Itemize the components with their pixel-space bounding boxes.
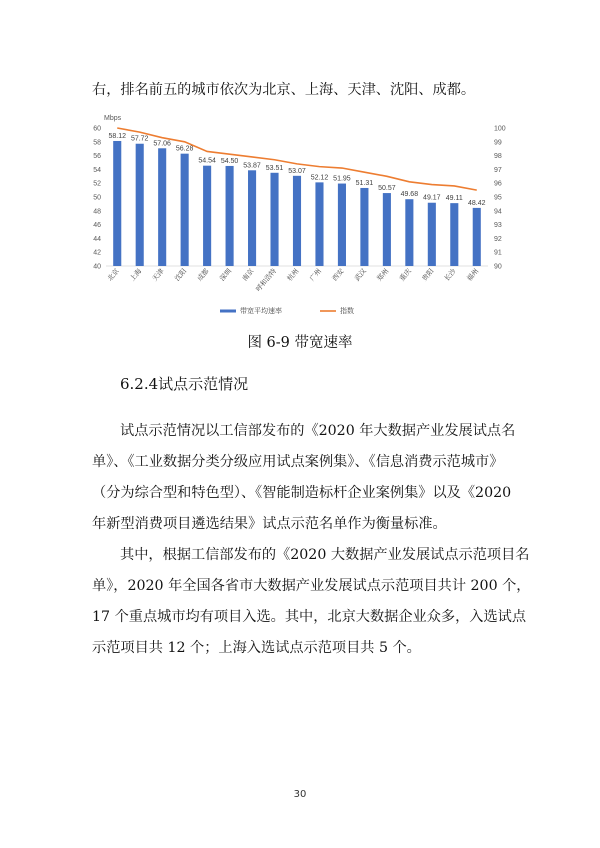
- bar-value-label: 52.12: [310, 174, 329, 182]
- y-left-tick-label: 54: [93, 166, 101, 174]
- y-left-tick-label: 44: [93, 235, 101, 243]
- y-left-tick-label: 42: [93, 249, 101, 257]
- y-left-tick-label: 56: [93, 153, 101, 161]
- y-right-tick-label: 96: [494, 180, 502, 188]
- bar-value-label: 49.17: [423, 194, 441, 202]
- y-left-tick-label: 58: [93, 139, 101, 147]
- bar-value-label: 49.11: [445, 195, 463, 203]
- category-label: 郑州: [375, 267, 391, 283]
- bar: [405, 199, 413, 266]
- bar: [360, 188, 368, 266]
- bar: [473, 208, 481, 266]
- category-label: 贵阳: [420, 267, 436, 283]
- paragraph2-line: 单》，2020 年全国各省市大数据产业发展试点示范项目共计 200 个，: [92, 578, 531, 594]
- paragraph1-line: （分为综合型和特色型）、《智能制造标杆企业案例集》以及《2020: [92, 485, 512, 501]
- y-right-tick-label: 95: [494, 194, 502, 202]
- y-left-tick-label: 52: [93, 180, 101, 188]
- legend-label-bandwidth: 带宽平均速率: [240, 307, 282, 315]
- y-right-tick-label: 94: [494, 208, 502, 216]
- bar-value-label: 57.06: [153, 140, 171, 148]
- y-left-tick-label: 40: [93, 263, 101, 271]
- bar: [113, 141, 121, 266]
- category-label: 西安: [330, 267, 346, 283]
- bar-value-label: 53.07: [288, 167, 306, 175]
- figure-caption: 图 6-9 带宽速率: [247, 335, 353, 351]
- category-label: 武汉: [353, 267, 368, 283]
- bar-value-label: 53.87: [243, 162, 261, 170]
- y-left-tick-label: 48: [93, 208, 101, 216]
- y-left-tick-label: 46: [93, 222, 101, 230]
- bandwidth-chart: [80, 108, 520, 320]
- paragraph1-line: 试点示范情况以工信部发布的《2020 年大数据产业发展试点名: [120, 423, 516, 439]
- bar-value-label: 50.57: [378, 185, 396, 193]
- y-right-tick-label: 98: [494, 153, 502, 161]
- category-label: 重庆: [398, 267, 413, 283]
- bar-value-label: 58.12: [108, 132, 127, 140]
- legend-swatch-bandwidth: [220, 310, 236, 313]
- paragraph1-line: 单》、《工业数据分类分级应用试点案例集》、《信息消费示范城市》: [92, 454, 504, 470]
- bar: [428, 203, 436, 266]
- y-right-tick-label: 91: [494, 249, 502, 257]
- bar: [270, 173, 278, 266]
- y-right-tick-label: 99: [494, 139, 502, 147]
- category-label: 南京: [240, 267, 256, 283]
- paragraph2-line: 示范项目共 12 个；上海入选试点示范项目共 5 个。: [92, 640, 421, 656]
- category-label: 杭州: [285, 267, 301, 283]
- bar-value-label: 57.72: [130, 135, 149, 143]
- bar: [450, 203, 458, 266]
- bar: [158, 148, 166, 266]
- y-right-tick-label: 92: [494, 235, 502, 243]
- section-heading: 6.2.4试点示范情况: [120, 375, 249, 393]
- y-right-tick-label: 90: [494, 263, 502, 271]
- category-label: 福州: [465, 267, 481, 283]
- bar-value-label: 49.68: [400, 191, 419, 199]
- y-left-tick-label: 60: [93, 125, 101, 133]
- bar: [248, 170, 256, 266]
- y-axis-unit-label: Mbps: [104, 115, 122, 122]
- bar-value-label: 53.51: [265, 164, 284, 172]
- category-label: 沈阳: [173, 267, 189, 283]
- bar: [383, 193, 391, 266]
- legend-label-index: 指数: [340, 307, 354, 315]
- page-number: 30: [293, 789, 307, 800]
- bar-value-label: 54.54: [198, 157, 216, 165]
- bar-value-label: 54.50: [220, 157, 239, 165]
- y-right-tick-label: 97: [494, 166, 502, 174]
- bar-value-label: 51.95: [333, 175, 351, 183]
- y-right-tick-label: 100: [494, 125, 506, 133]
- bar: [293, 176, 301, 266]
- category-label: 上海: [128, 267, 144, 283]
- category-label: 北京: [105, 267, 121, 283]
- paragraph2-line: 其中，根据工信部发布的《2020 大数据产业发展试点示范项目名: [120, 547, 530, 563]
- bar-value-label: 56.28: [175, 145, 194, 153]
- y-left-tick-label: 50: [93, 194, 101, 202]
- category-label: 天津: [150, 267, 166, 283]
- category-label: 广州: [308, 267, 324, 283]
- category-label: 呼和浩特: [254, 267, 279, 294]
- category-label: 长沙: [442, 267, 458, 283]
- category-label: 深圳: [218, 267, 234, 283]
- bar: [315, 182, 323, 266]
- bar: [226, 166, 234, 266]
- y-right-tick-label: 93: [494, 222, 502, 230]
- bar-value-label: 48.42: [467, 199, 486, 207]
- category-label: 成都: [195, 267, 211, 283]
- bar: [136, 144, 144, 266]
- paragraph1-line: 年新型消费项目遴选结果》试点示范名单作为衡量标准。: [92, 516, 447, 532]
- paragraph2-line: 17 个重点城市均有项目入选。其中，北京大数据企业众多，入选试点: [92, 609, 527, 625]
- bar: [181, 154, 189, 266]
- bar: [338, 184, 346, 266]
- bar-value-label: 51.31: [355, 179, 374, 187]
- intro-line: 右，排名前五的城市依次为北京、上海、天津、沈阳、成都。: [92, 82, 476, 98]
- bar: [203, 166, 211, 266]
